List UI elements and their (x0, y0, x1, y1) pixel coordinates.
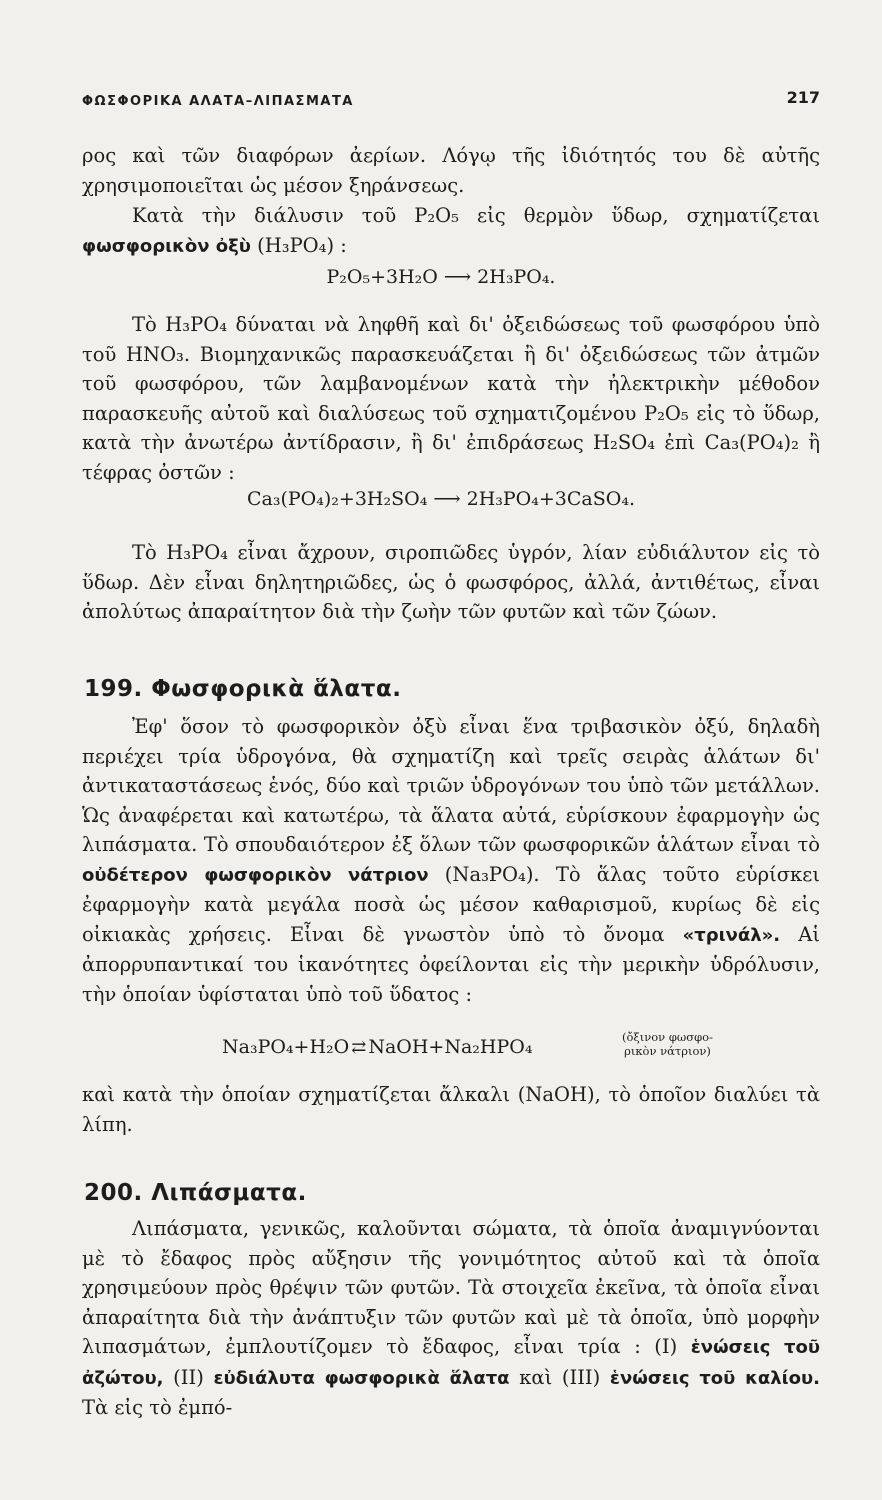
equation-2: Ca₃(PO₄)₂+3H₂SO₄ ⟶ 2H₃PO₄+3CaSO₄. (247, 488, 635, 510)
p5-bold-term-1: οὐδέτερον φωσφορικὸν νάτριον (82, 864, 429, 886)
eq3-note-line-1: (ὄξινον φωσφο- (622, 1030, 713, 1044)
equation-3-note (622, 1030, 713, 1058)
paragraph-3: Τὸ H₃PO₄ δύναται νὰ ληφθῆ καὶ δι' ὀξειδώσεως τοῦ φωσφόρου ὑπὸ τοῦ HNO₃. Βιομηχανικῶς παρασκευάζεται ἢ δι' ὀξειδώσεως τῶν ἀτμῶν τοῦ φωσφόρου, τῶν λαμβανομένων κατὰ τὴν ἠλεκτρικὴν μέθοδον παρασκευῆς αὐτοῦ καὶ διαλύσεως τοῦ σχηματιζομένου P₂O₅ εἰς τὸ ὕδωρ, κατὰ τὴν ἀνωτέρω ἀντίδρασιν, ἢ δι' ἐπιδράσεως H₂SO₄ ἐπὶ Ca₃(PO₄)₂ ἢ τέφρας ὀστῶν : (82, 313, 820, 484)
paragraph-hydrolysis (82, 1080, 820, 1139)
p7-text-4: Τὰ εἰς τὸ ἐμπό- (82, 1396, 233, 1419)
paragraph-5 (82, 712, 820, 1009)
running-title: ΦΩΣΦΟΡΙΚΑ ΑΛΑΤΑ–ΛΙΠΑΣΜΑΤΑ (82, 94, 354, 109)
paragraph-1: ρος καὶ τῶν διαφόρων ἀερίων. Λόγῳ τῆς ἰδιότητός του δὲ αὐτῆς χρησιμοποιεῖται ὡς μέσον ξηράνσεως. (82, 144, 820, 197)
paragraph-7 (82, 1214, 820, 1423)
paragraph-2 (82, 201, 820, 261)
eq3-left: Na₃PO₄+H₂O (222, 1036, 350, 1058)
p7-text-3: καὶ (III) (509, 1365, 610, 1389)
paragraph-6: καὶ κατὰ τὴν ὁποίαν σχηματίζεται ἄλκαλι (NaOH), τὸ ὁποῖον διαλύει τὰ λίπη. (82, 1083, 820, 1136)
paragraph-fertilizers (82, 1214, 820, 1423)
equilibrium-arrow-icon: ⇄ (351, 1037, 367, 1058)
p7-bold-term-3: ἑνώσεις τοῦ καλίου. (609, 1367, 820, 1389)
section-heading-199: 199. Φωσφορικὰ ἅλατα. (84, 676, 402, 702)
p2-formula: (H₃PO₄) : (250, 233, 347, 257)
p7-bold-term-1: ἑνώσεις τοῦ ἀζώτου, (82, 1337, 820, 1389)
p2-bold-term: φωσφορικὸν ὀξὺ (82, 235, 251, 257)
p5-text-1: Ἐφ' ὅσον τὸ φωσφορικὸν ὀξὺ εἶναι ἕνα τριβασικὸν ὀξύ, δηλαδὴ περιέχει τρία ὑδρογόνα, θὰ σχηματίζη καὶ τρεῖς σειρὰς ἁλάτων δι' ἀντικαταστάσεως ἑνός, δύο καὶ τριῶν ὑδρογόνων του ὑπὸ τῶν μετάλλων. Ὡς ἀναφέρεται καὶ κατωτέρω, τὰ ἅλατα αὐτά, εὑρίσκουν ἐφαρμογὴν ὡς λιπάσματα. Τὸ σπουδαιότερον ἐξ ὅλων τῶν φωσφορικῶν ἁλάτων εἶναι τὸ (82, 715, 820, 856)
p5-text-2: (Na₃PO₄). Τὸ ἅλας τοῦτο εὑρίσκει ἐφαρμογὴν κατὰ μεγάλα ποσὰ ὡς μέσον καθαρισμοῦ, κυρίως δὲ εἰς οἰκιακὰς χρήσεις. Εἶναι δὲ γνωστὸν ὑπὸ τὸ ὄνομα (82, 862, 820, 946)
paragraph-continuation (82, 141, 820, 200)
paragraph-preparation (82, 310, 820, 487)
paragraph-4: Τὸ H₃PO₄ εἶναι ἄχρουν, σιροπιῶδες ὑγρόν, λίαν εὐδιάλυτον εἰς τὸ ὕδωρ. Δὲν εἶναι δηλητηριῶδες, ὡς ὁ φωσφόρος, ἀλλά, ἀντιθέτως, εἶναι ἀπολύτως ἀπαραίτητον διὰ τὴν ζωὴν τῶν φυτῶν καὶ τῶν ζώων. (82, 541, 820, 623)
paragraph-dissolution (82, 201, 820, 261)
eq3-note-line-2: ρικὸν νάτριον) (624, 1044, 711, 1058)
p2-text: Κατὰ τὴν διάλυσιν τοῦ P₂O₅ εἰς θερμὸν ὕδωρ, σχηματίζεται (132, 204, 820, 227)
p7-bold-term-2: εὐδιάλυτα φωσφορικὰ ἅλατα (213, 1367, 510, 1389)
p7-text-1: Λιπάσματα, γενικῶς, καλοῦνται σώματα, τὰ ὁποῖα ἀναμιγνύονται μὲ τὸ ἔδαφος πρὸς αὔξησιν τῆς γονιμότητος αὐτοῦ καὶ τὰ ὁποῖα χρησιμεύουν πρὸς θρέψιν τῶν φυτῶν. Τὰ στοιχεῖα ἐκεῖνα, τὰ ὁποῖα εἶναι ἀπαραίτητα διὰ τὴν ἀνάπτυξιν τῶν φυτῶν καὶ μὲ τὰ ὁποῖα, ὑπὸ μορφὴν λιπασμάτων, ἐμπλουτίζομεν τὸ ἔδαφος, εἶναι τρία : (I) (82, 1217, 820, 1358)
p5-bold-term-2: «τρινάλ». (682, 924, 781, 946)
paragraph-salts (82, 712, 820, 1009)
equation-1: P₂O₅+3H₂O ⟶ 2H₃PO₄. (326, 266, 556, 288)
section-heading-200: 200. Λιπάσματα. (84, 1180, 307, 1206)
p7-text-2: (II) (163, 1365, 214, 1389)
page-header (82, 88, 820, 116)
p5-text-3: Αἱ ἀπορρυπαντικαί του ἱκανότητες ὀφείλονται εἰς τὴν μερικὴν ὑδρόλυσιν, τὴν ὁποίαν ὑφίσταται ὑπὸ τοῦ ὕδατος : (82, 922, 820, 1006)
eq3-right: NaOH+Na₂HPO₄ (368, 1036, 533, 1058)
paragraph-properties (82, 538, 820, 627)
equation-3 (222, 1036, 532, 1058)
page-number: 217 (786, 88, 820, 107)
